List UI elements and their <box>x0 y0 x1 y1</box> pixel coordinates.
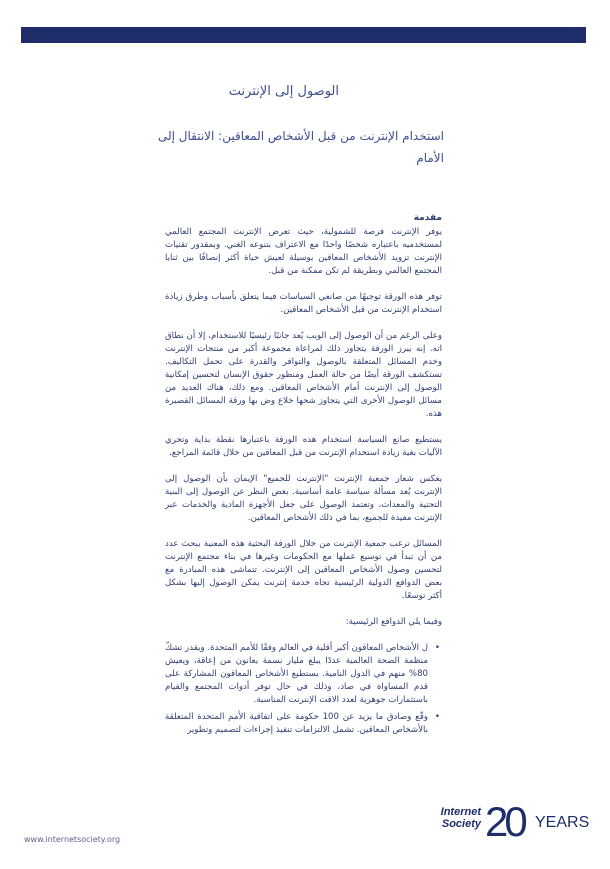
drivers-lead: وفيما يلي الدوافع الرئيسية: <box>345 617 442 627</box>
intro-paragraph-4: يستطيع صانع السياسة استخدام هذه الورقة باعتبارها نقطة بداية وتحري الآليات بغية زيادة استخدام الإنترنت من قبل المعاقين من خلال قائمة المراجع. <box>165 435 442 458</box>
logo-line-2: Society <box>441 818 481 830</box>
drivers-list <box>165 642 442 737</box>
internet-society-logo <box>421 800 589 848</box>
logo-years-label: YEARS <box>535 814 590 831</box>
intro-paragraph-1: يوفر الإنترنت فرصة للشمولية، حيث تعرض الإنترنت المجتمع العالمي لمستخدميه باعتباره شخصًا واحدًا مع الاعتراف بتنوعه الغني. وبمقدور تقنيات الإنترنت تزويد الأشخاص المعاقين بوسيلة لعيش حياة أكثر إنصافًا بين ثنايا المجتمع العالمي وبطريقة لم تكن ممكنة من قبل. <box>165 227 442 276</box>
list-item-text: وقّع وصادق ما يزيد عن 100 حكومة على اتفاقية الأمم المتحدة المتعلقة بالأشخاص المعاقين. تشمل الالتزامات تنفيذ إجراءات لتصميم وتطوير <box>165 712 428 735</box>
intro-paragraph-2: توفر هذه الورقة توجيهًا من صانعي السياسات فيما يتعلق بأسباب وطرق زيادة استخدام الإنترنت من قبل الأشخاص المعاقين. <box>165 292 442 315</box>
bullet-icon: • <box>434 712 440 722</box>
logo-wordmark <box>421 806 481 830</box>
page-title: الوصول إلى الإنترنت <box>228 84 339 99</box>
logo-line-1: Internet <box>440 806 481 818</box>
list-item-text: ل الأشخاص المعاقون أكبر أقلية في العالم وفقًا للأمم المتحدة. ويقدر تشكّ منظمة الصحة العالمية عددًا يبلغ مليار نسمة يعانون من إعاقة، ويعيش 80% منهم في الدول النامية. يستطيع الأشخاص المعاقون المشاركة على قدم المساواة في صاد، وذلك في حال توفر أدوات المجتمع والقيام باستثمارات جوهرية لعدد الاقت الإنترنت المناسبة. <box>165 643 428 705</box>
intro-paragraph-3: وعلى الرغم من أن الوصول إلى الويب يُعد جانبًا رئيسيًا للاستخدام، إلا أن نطاق اته. إنه يبرز الورقة يتجاوز ذلك لمراعاة مجموعة أكبر من منتجات الإنترنت وخدم المسائل المتعلقة بالوصول والتوافر والقدرة على تحمل التكاليف. تستكشف الورقة أيضًا من حالة العمل ومنظور حقوق الإنسان لتحسين إمكانية الوصول إلى الإنترنت أمام الأشخاص المعاقين. ومع ذلك، هناك العديد من مسائل الوصول الأخرى التي يتجاوز شحها خلاع وض بها ورقة المسائل القصيرة هذه. <box>165 331 442 419</box>
footer-url: www.internetsociety.org <box>24 835 121 844</box>
bullet-icon: • <box>434 643 440 653</box>
list-item <box>165 642 440 707</box>
header-bar <box>21 27 586 43</box>
intro-paragraph-6: المسائل ترغب جمعية الإنترنت من خلال الورقة البحثية هذه المعنية ببحث عدد من أن تبدأ في توسيع عملها مع الحكومات وغيرها في بناء مجتمع الإنترنت لتحسين وصول الأشخاص المعاقين إلى الإنترنت. تتماشى هذه المبادرة مع بعض الدوافع الدولية الرئيسية تجاه خدمة إنترنت يمكن الوصول إليها بشكل أكثر توسعًا. <box>165 539 442 601</box>
intro-heading: مقدمة <box>413 213 442 223</box>
list-item <box>165 711 440 737</box>
page-subtitle: استخدام الإنترنت من قبل الأشخاص المعاقين: الانتقال إلى الأمام <box>157 129 444 165</box>
logo-anniversary-number: 20 <box>485 798 524 845</box>
intro-paragraph-5: يعكس شعار جمعية الإنترنت "الإنترنت للجميع" الإيمان بأن الوصول إلى الإنترنت يُعد مسألة سياسة عامة أساسية. بغض النظر عن الوصول إلى البنية التحتية والمعدات، وتعتمد الوصول على جعل الأجهزة المادية والخدمات عبر الإنترنت مفيدة للجميع، بما في ذلك الأشخاص المعاقين. <box>165 474 442 523</box>
document-body <box>165 212 442 741</box>
